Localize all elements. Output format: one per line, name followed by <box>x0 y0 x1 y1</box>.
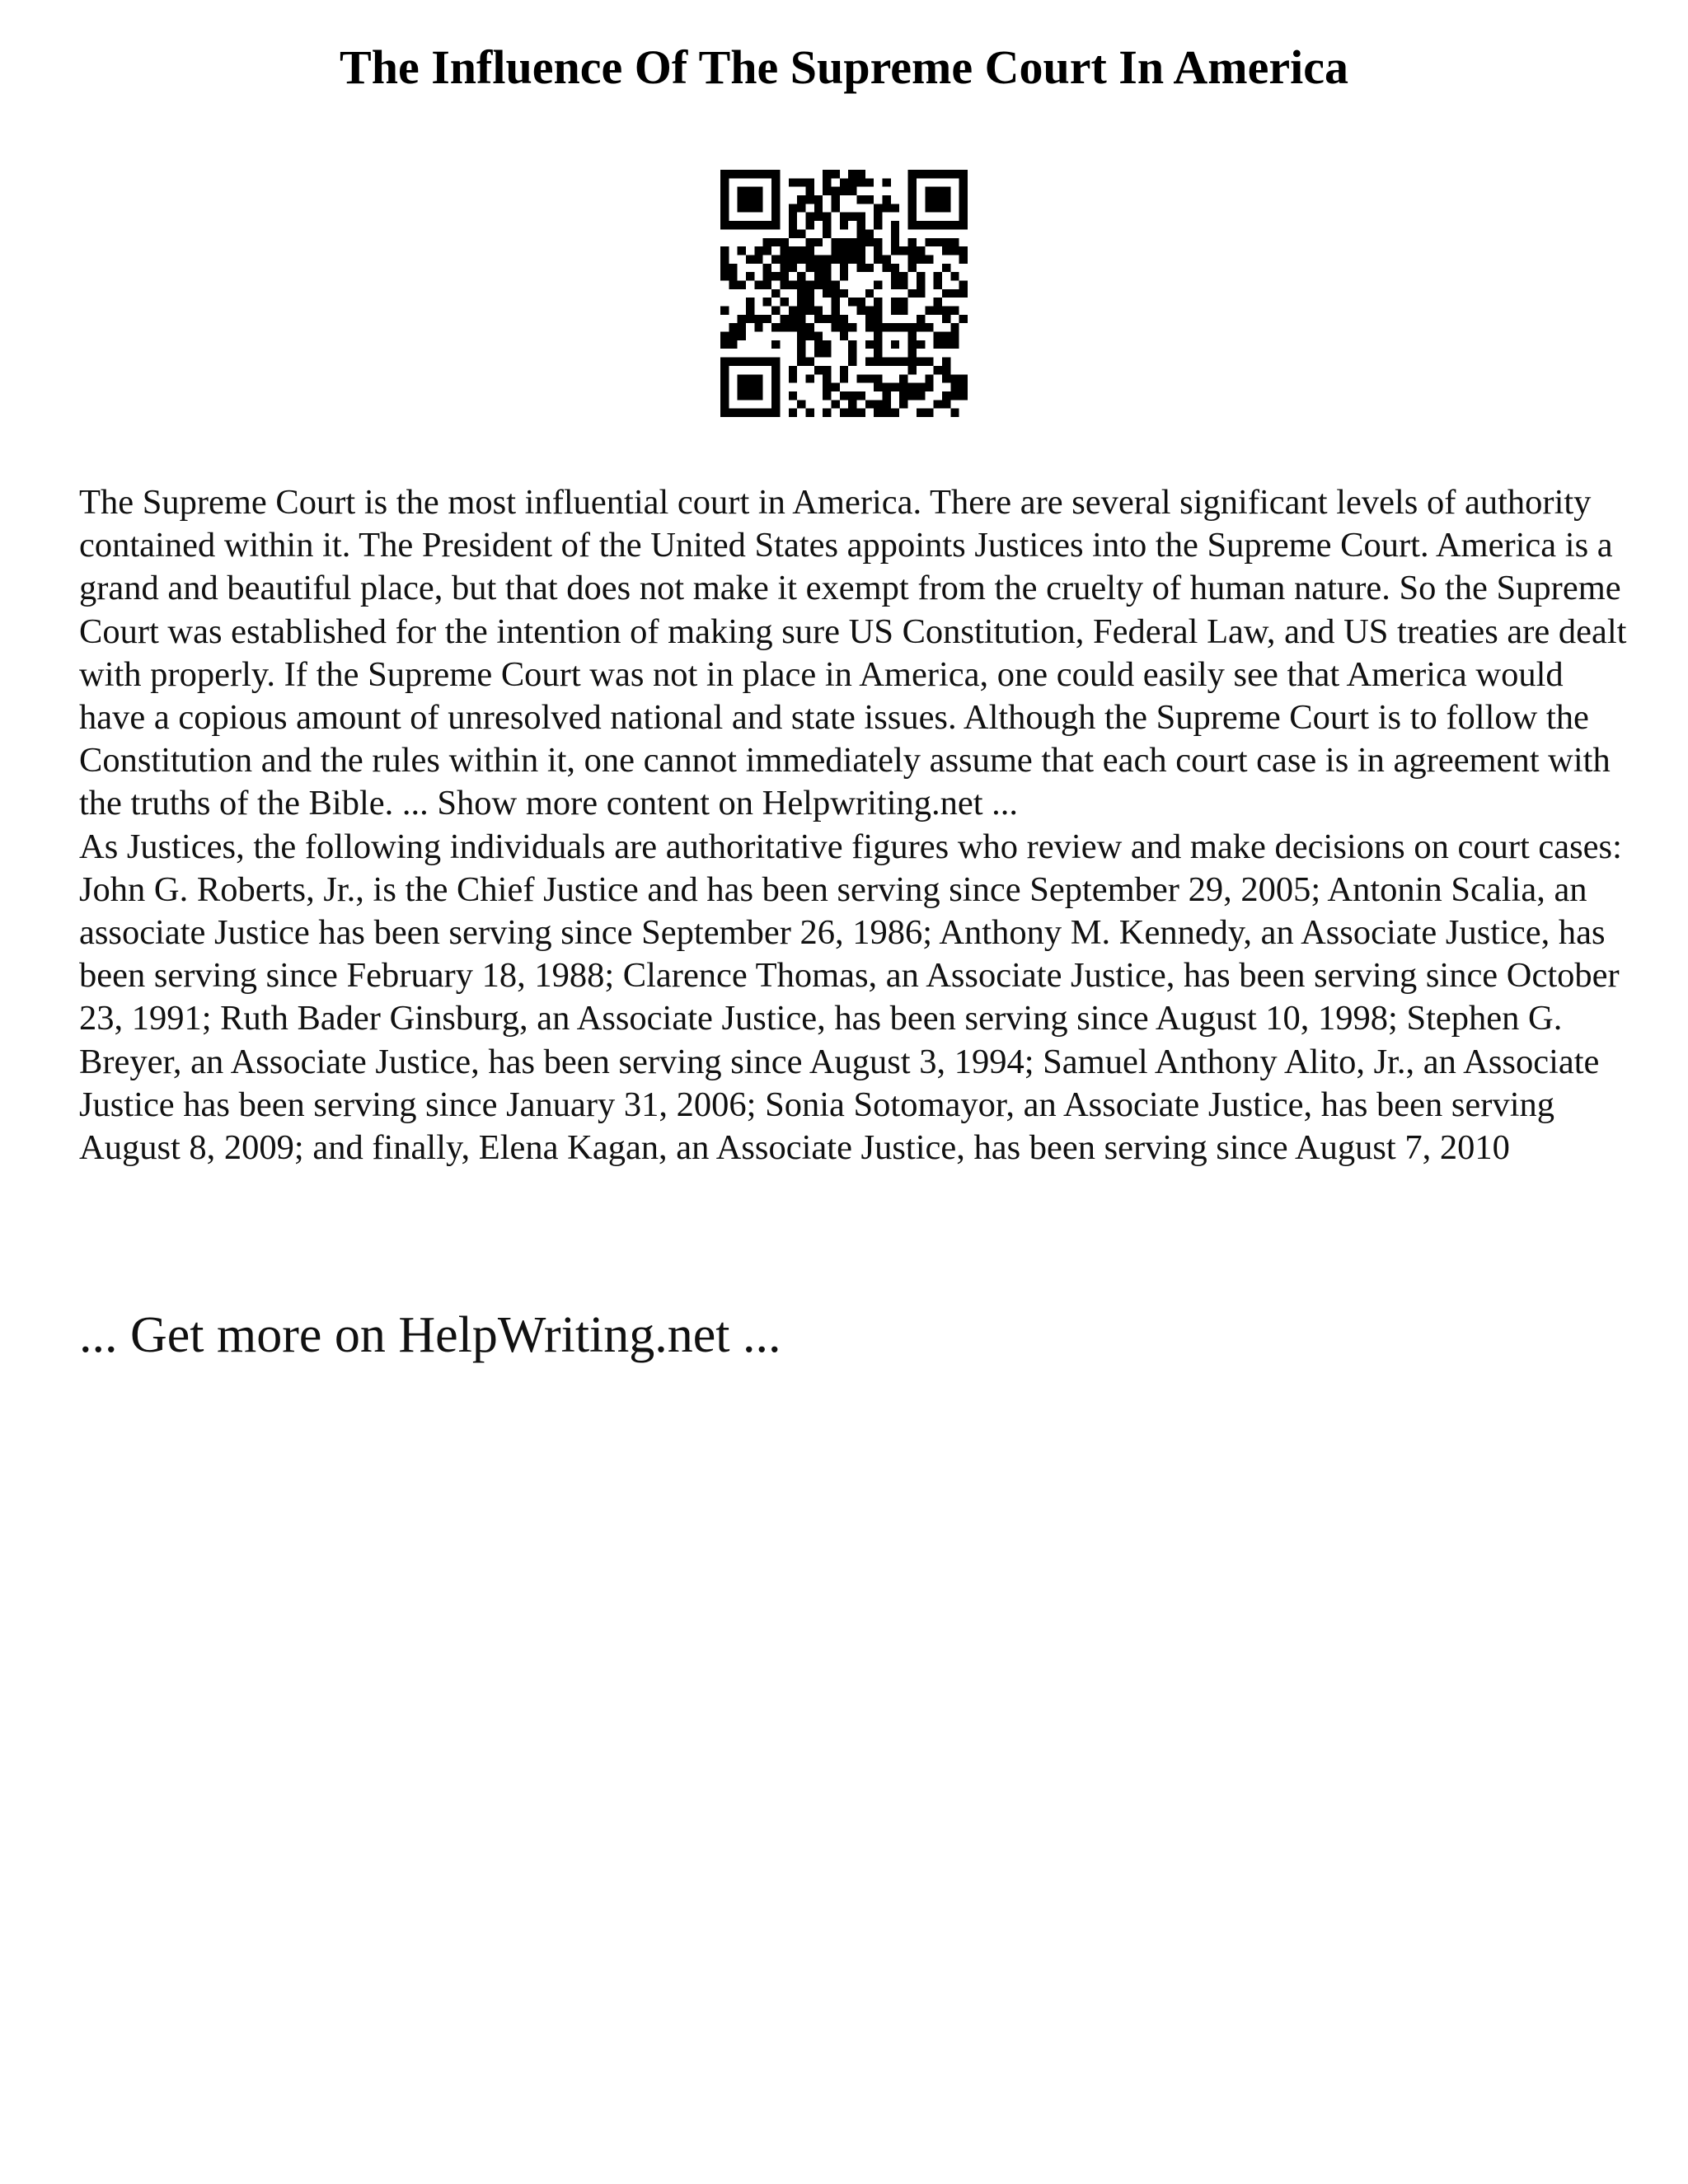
qr-code-graphic <box>720 170 968 417</box>
paragraph-justices: As Justices, the following individuals are authoritative figures who review and make decisions on court cases: John G. Roberts, Jr., is the Chief Justice and has been serving since September 29, 2005; Antonin Scalia, an associate Justice has been serving since September 26, 1986; Anthony M. Kennedy, an Associate Justice, has been serving since February 18, 1988; Clarence Thomas, an Associate Justice, has been serving since October 23, 1991; Ruth Bader Ginsburg, an Associate Justice, has been serving since August 10, 1998; Stephen G. Breyer, an Associate Justice, has been serving since August 3, 1994; Samuel Anthony Alito, Jr., an Associate Justice has been serving since January 31, 2006; Sonia Sotomayor, an Associate Justice, has been serving August 8, 2009; and finally, Elena Kagan, an Associate Justice, has been serving since August 7, 2010 <box>79 827 1622 1168</box>
page-title: The Influence Of The Supreme Court In America <box>340 40 1348 94</box>
qr-code-icon[interactable] <box>720 170 968 417</box>
paragraph-intro: The Supreme Court is the most influential court in America. There are several significant levels of authority contained within it. The President of the United States appoints Justices into the Supreme Court. America is a grand and beautiful place, but that does not make it exempt from the cruelty of human nature. So the Supreme Court was established for the intention of making sure US Constitution, Federal Law, and US treaties are dealt with properly. If the Supreme Court was not in place in America, one could easily see that America would have a copious amount of unresolved national and state issues. Although the Supreme Court is to follow the Constitution and the rules within it, one cannot immediately assume that each court case is in agreement with the truths of the Bible. ... Show more content on Helpwriting.net ... <box>79 483 1627 823</box>
get-more-link[interactable]: ... Get more on HelpWriting.net ... <box>79 1307 781 1363</box>
article-body <box>79 481 1629 1169</box>
